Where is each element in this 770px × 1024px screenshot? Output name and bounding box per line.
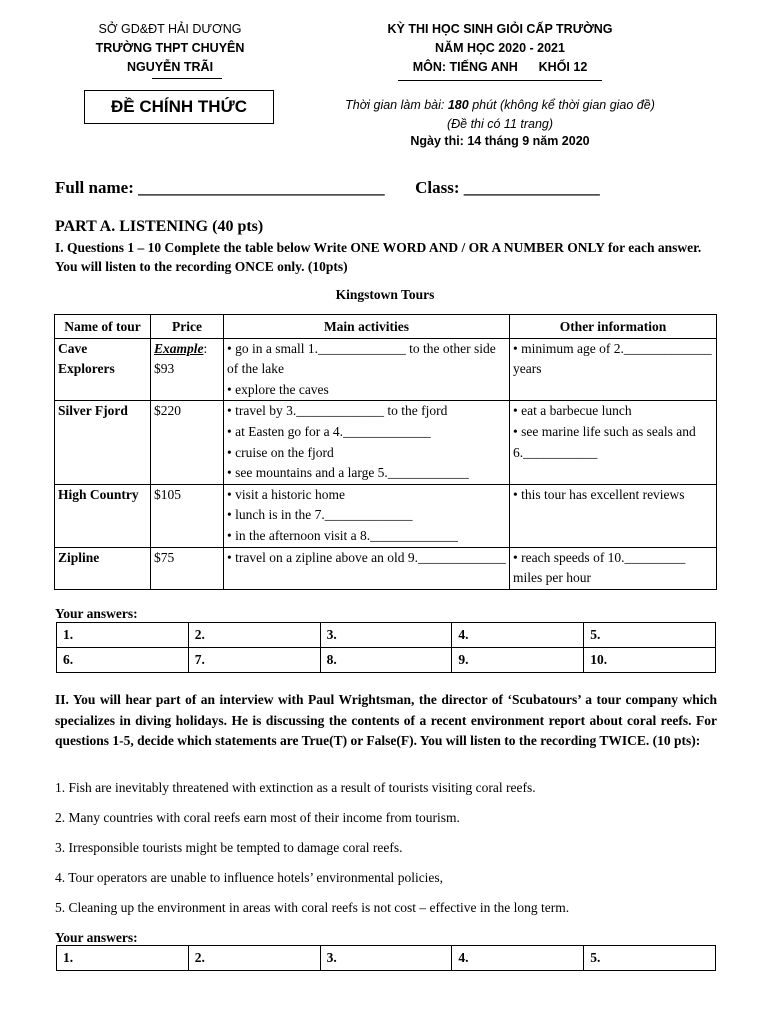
answers-label: Your answers: [55,606,138,621]
table-row [55,484,717,547]
tour-price: $105 [151,484,224,547]
school-year: NĂM HỌC 2020 - 2021 [435,41,565,55]
tour-activities [224,547,510,589]
answer-cell[interactable]: 5. [584,623,716,648]
department-name: SỞ GD&ĐT HẢI DƯƠNG [98,22,242,36]
official-exam-box: ĐỀ CHÍNH THỨC [84,90,274,124]
pages-note: (Đề thi có 11 trang) [446,117,554,131]
other-item: • see marine life such as seals and 6.___________ [513,423,696,460]
school-header [70,20,270,77]
table-header-row [55,315,717,339]
tour-name: Cave Explorers [55,338,151,401]
tour-activities [224,484,510,547]
activity-item: • travel by 3._____________ to the fjord [227,403,448,419]
tour-other [510,401,717,484]
tours-table [54,314,717,590]
part-a-title: PART A. LISTENING (40 pts) [55,218,264,235]
exam-date: Ngày thi: 14 tháng 9 năm 2020 [410,134,590,148]
fullname-field[interactable]: Full name: _____________________________ [55,178,385,197]
answer-cell[interactable]: 9. [452,648,584,673]
time-allowed [300,96,700,115]
example-label: Example [154,340,204,356]
answer-cell[interactable]: 6. [57,648,189,673]
table-row [55,547,717,589]
tour-name: High Country [55,484,151,547]
exam-name: KỲ THI HỌC SINH GIỎI CẤP TRƯỜNG [387,22,613,36]
statement-item: 5. Cleaning up the environment in areas with coral reefs is not cost – effective in the long term. [55,900,570,915]
section1-instruction: I. Questions 1 – 10 Complete the table below Write ONE WORD AND / OR A NUMBER ONLY for each answer. You will listen to the recording ONCE only. (10pts) [55,240,702,274]
tour-name: Silver Fjord [55,401,151,484]
answer-cell[interactable]: 1. [57,946,189,971]
other-item: • minimum age of 2._____________ years [513,340,712,377]
answer-cell[interactable]: 1. [57,623,189,648]
answer-cell[interactable]: 5. [584,946,716,971]
other-item: • this tour has excellent reviews [513,486,685,502]
activity-item: • lunch is in the 7._____________ [227,507,413,523]
answers-label-2: Your answers: [55,930,138,945]
answer-cell[interactable]: 7. [188,648,320,673]
answers-grid-part2 [56,945,716,971]
answer-cell[interactable]: 10. [584,648,716,673]
activity-item: • travel on a zipline above an old 9._____________ [227,549,506,565]
answer-cell[interactable]: 3. [320,946,452,971]
activity-item: • go in a small 1._____________ to the other side of the lake [227,340,496,377]
activity-item: • at Easten go for a 4._____________ [227,423,431,439]
school-name-line1: TRƯỜNG THPT CHUYÊN [95,41,245,55]
subject-grade: MÔN: TIẾNG ANH KHỐI 12 [412,60,588,74]
tour-name: Zipline [55,547,151,589]
statement-item: 2. Many countries with coral reefs earn most of their income from tourism. [55,810,460,825]
section2-instruction: II. You will hear part of an interview with Paul Wrightsman, the director of ‘Scubatours’ a tour company which specializes in diving holidays. He is discussing the contents of a recent environment report about coral reefs. For questions 1-5, decide which statements are True(T) or False(F). You will listen to the recording TWICE. (10 pts): [55,692,717,748]
answer-cell[interactable]: 2. [188,946,320,971]
exam-header [330,20,670,77]
tour-activities [224,338,510,401]
col-header-other: Other information [510,315,717,339]
school-name-line2: NGUYỄN TRÃI [126,60,214,74]
statement-item: 1. Fish are inevitably threatened with extinction as a result of tourists visiting coral reefs. [55,780,536,795]
statement-item: 3. Irresponsible tourists might be tempted to damage coral reefs. [55,840,403,855]
tour-other [510,547,717,589]
answers-row [57,946,716,971]
answer-cell[interactable]: 4. [452,946,584,971]
answers-row [57,623,716,648]
answer-cell[interactable]: 2. [188,623,320,648]
tour-other [510,484,717,547]
activity-item: • cruise on the fjord [227,444,334,460]
answer-cell[interactable]: 4. [452,623,584,648]
answers-grid-part1 [56,622,716,673]
activity-item: • in the afternoon visit a 8._____________ [227,527,458,543]
header-divider-left [152,78,222,79]
price-value: $93 [154,361,175,377]
table-title: Kingstown Tours [335,287,435,302]
candidate-info [55,178,600,198]
class-field[interactable]: Class: ________________ [415,178,600,197]
table-row [55,401,717,484]
col-header-price: Price [151,315,224,339]
header-divider-right [398,80,602,81]
time-info [300,96,700,134]
col-header-name: Name of tour [55,315,151,339]
activity-item: • see mountains and a large 5.____________ [227,465,469,481]
tour-other [510,338,717,401]
activity-item: • visit a historic home [227,486,345,502]
other-item: • reach speeds of 10._________ miles per hour [513,549,686,586]
activity-item: • explore the caves [227,381,329,397]
statement-item: 4. Tour operators are unable to influence hotels’ environmental policies, [55,870,444,885]
tour-price: Example: $93 [151,338,224,401]
answers-row [57,648,716,673]
other-item: • eat a barbecue lunch [513,403,632,419]
tour-price: $75 [151,547,224,589]
table-row [55,338,717,401]
tour-price: $220 [151,401,224,484]
time-value: 180 [447,98,469,112]
answer-cell[interactable]: 8. [320,648,452,673]
time-prefix: Thời gian làm bài: [345,98,448,112]
tour-activities [224,401,510,484]
time-suffix: phút (không kể thời gian giao đề) [468,98,655,112]
col-header-activities: Main activities [224,315,510,339]
answer-cell[interactable]: 3. [320,623,452,648]
